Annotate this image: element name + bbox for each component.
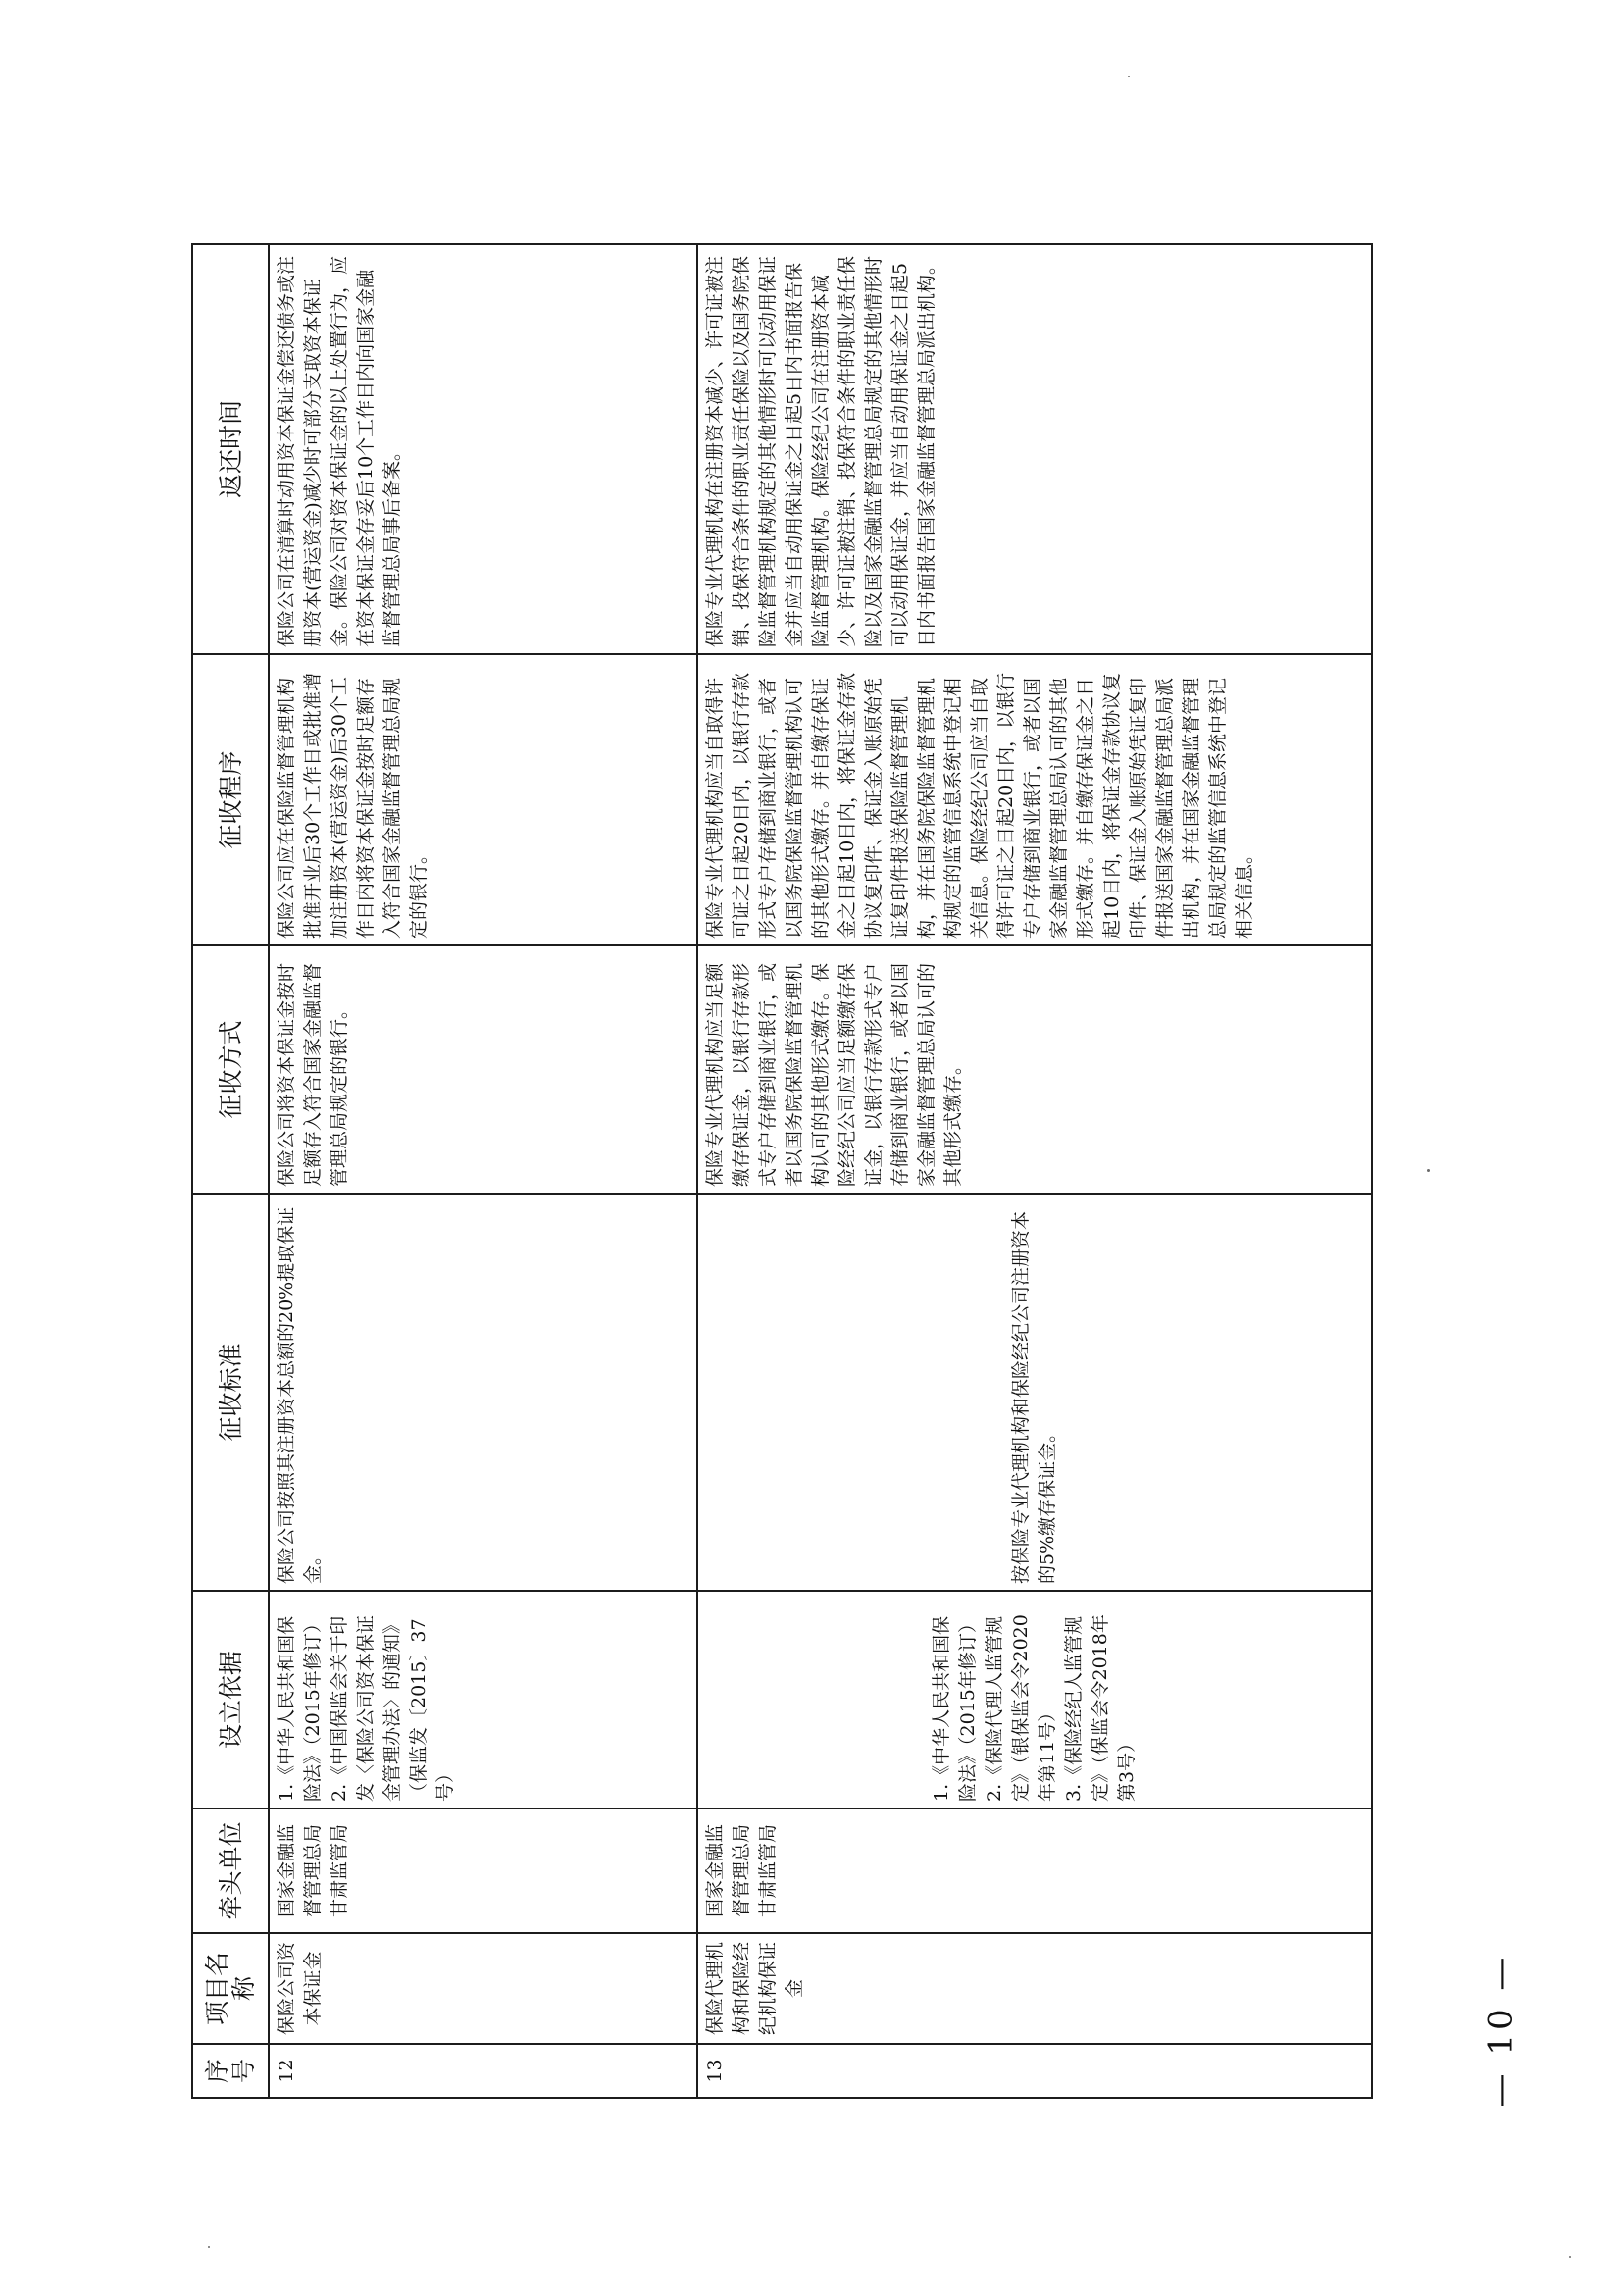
row-number: 13: [697, 2044, 1372, 2098]
fee-table: [191, 243, 1373, 2099]
table-header-row: [192, 244, 269, 2098]
basis-item: 3.《保险经纪人监管规定》（保监会令2018年第3号）: [1063, 1614, 1138, 1802]
scan-speck: [1569, 2256, 1571, 2258]
header-unit: 牵头单位: [192, 1809, 269, 1933]
header-no: 序号: [192, 2044, 269, 2098]
collection-procedure: 保险公司应在保险监督管理机构批准开业后30个工作日或批准增加注册资本(营运资金)后30个工作日内将资本保证金按时足额存入符合国家金融监督管理总局规定的银行。: [269, 654, 697, 945]
legal-basis: [697, 1591, 1372, 1809]
basis-item: 1.《中华人民共和国保险法》（2015年修订）: [931, 1614, 979, 1802]
legal-basis: [269, 1591, 697, 1809]
project-name: 保险代理机构和保险经纪机构保证金: [697, 1933, 1372, 2044]
row-number: 12: [269, 2044, 697, 2098]
collection-procedure: 保险专业代理机构应当自取得许可证之日起20日内，以银行存款形式专户存储到商业银行，或者以国务院保险监督管理机构认可的其他形式缴存。并自缴存保证金之日起10日内，将保证金存款协议复印件、保证金入账原始凭证复印件报送保险监督管理机构，并在国务院保险监督管理机构规定的监管信息系统中登记相关信息。保险经纪公司应当自取得许可证之日起20日内，以银行专户存储到商业银行，或者以国家金融监督管理总局认可的其他形式缴存。并自缴存保证金之日起10日内，将保证金存款协议复印件、保证金入账原始凭证复印件报送国家金融监督管理总局派出机构，并在国家金融监督管理总局规定的监管信息系统中登记相关信息。: [697, 654, 1372, 945]
lead-unit: 国家金融监督管理总局甘肃监管局: [697, 1809, 1372, 1933]
collection-standard: 保险公司按照其注册资本总额的20%提取保证金。: [269, 1194, 697, 1591]
table-row: [269, 244, 697, 2098]
rotated-table-wrapper: [191, 245, 1373, 2099]
header-return-time: 返还时间: [192, 244, 269, 654]
page-number: [1461, 1937, 1540, 2123]
header-method: 征收方式: [192, 945, 269, 1194]
header-name: 项目名称: [192, 1933, 269, 2044]
basis-item: 2.《中国保监会关于印发〈保险公司资本保证金管理办法〉的通知》（保监发〔2015〕37号）: [329, 1614, 456, 1802]
project-name: 保险公司资本保证金: [269, 1933, 697, 2044]
header-basis: 设立依据: [192, 1591, 269, 1809]
table-row: [697, 244, 1372, 2098]
basis-item: 1.《中华人民共和国保险法》（2015年修订）: [276, 1614, 324, 1802]
lead-unit: 国家金融监督管理总局甘肃监管局: [269, 1809, 697, 1933]
basis-item: 2.《保险代理人监管规定》（银保监会令2020年第11号）: [984, 1614, 1058, 1802]
collection-method: 保险公司将资本保证金按时足额存入符合国家金融监督管理总局规定的银行。: [269, 945, 697, 1194]
collection-standard: 按保险专业代理机构和保险经纪公司注册资本的5%缴存保证金。: [697, 1194, 1372, 1591]
page-number-text: — 10 —: [1481, 1953, 1521, 2108]
header-procedure: 征收程序: [192, 654, 269, 945]
collection-method: 保险专业代理机构应当足额缴存保证金，以银行存款形式专户存储到商业银行，或者以国务院保险监督管理机构认可的其他形式缴存。保险经纪公司应当足额缴存保证金，以银行存款形式专户存储到商业银行，或者以国家金融监督管理总局认可的其他形式缴存。: [697, 945, 1372, 1194]
return-time: 保险专业代理机构在注册资本减少、许可证被注销、投保符合条件的职业责任保险以及国务院保险监督管理机构规定的其他情形时可以动用保证金并应当自动用保证金之日起5日内书面报告保险监督管理机构。保险经纪公司在注册资本减少、许可证被注销、投保符合条件的职业责任保险以及国家金融监督管理总局规定的其他情形时可以动用保证金，并应当自动用保证金之日起5日内书面报告国家金融监督管理总局派出机构。: [697, 244, 1372, 654]
scan-speck: [1427, 1169, 1430, 1172]
return-time: 保险公司在清算时动用资本保证金偿还债务或注册资本(营运资金)减少时可部分支取资本保证金。保险公司对资本保证金的以上处置行为，应在资本保证金存妥后10个工作日内向国家金融监督管理总局事后备案。: [269, 244, 697, 654]
scan-speck: [208, 2246, 210, 2248]
scan-speck: [1128, 76, 1130, 77]
header-standard: 征收标准: [192, 1194, 269, 1591]
